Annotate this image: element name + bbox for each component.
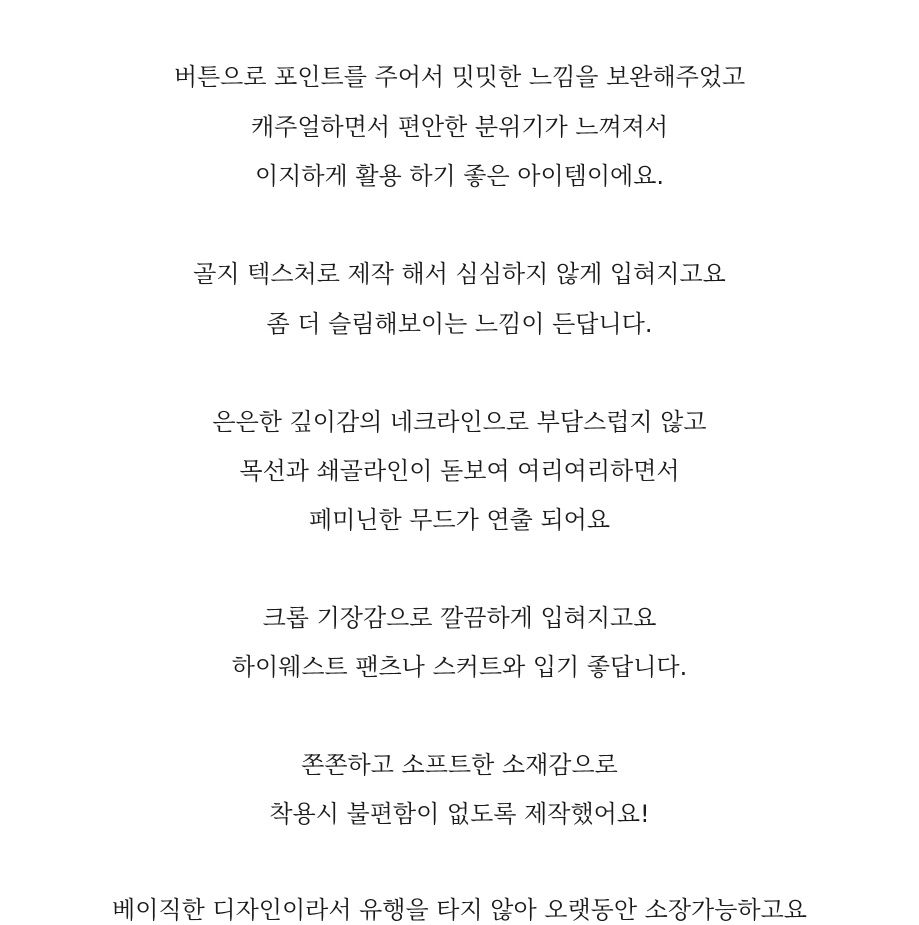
description-line: 하이웨스트 팬츠나 스커트와 입기 좋답니다. [231, 653, 688, 681]
description-line: 버튼으로 포인트를 주어서 밋밋한 느낌을 보완해주었고 [173, 63, 746, 91]
description-line: 이지하게 활용 하기 좋은 아이템이에요. [254, 162, 665, 190]
description-line: 크롭 기장감으로 깔끔하게 입혀지고요 [262, 604, 657, 632]
description-line: 쫀쫀하고 소프트한 소재감으로 [301, 751, 618, 779]
description-line: 좀 더 슬림해보이는 느낌이 든답니다. [266, 310, 653, 338]
description-line: 착용시 불편함이 없도록 제작했어요! [269, 800, 650, 828]
description-line: 베이직한 디자인이라서 유행을 타지 않아 오랫동안 소장가능하고요 [112, 896, 807, 924]
description-line: 캐주얼하면서 편안한 분위기가 느껴져서 [250, 113, 668, 141]
description-line: 목선과 쇄골라인이 돋보여 여리여리하면서 [239, 457, 680, 485]
description-line: 은은한 깊이감의 네크라인으로 부담스럽지 않고 [212, 408, 707, 436]
description-line: 페미닌한 무드가 연출 되어요 [308, 506, 611, 534]
description-line: 골지 텍스처로 제작 해서 심심하지 않게 입혀지고요 [193, 260, 726, 288]
